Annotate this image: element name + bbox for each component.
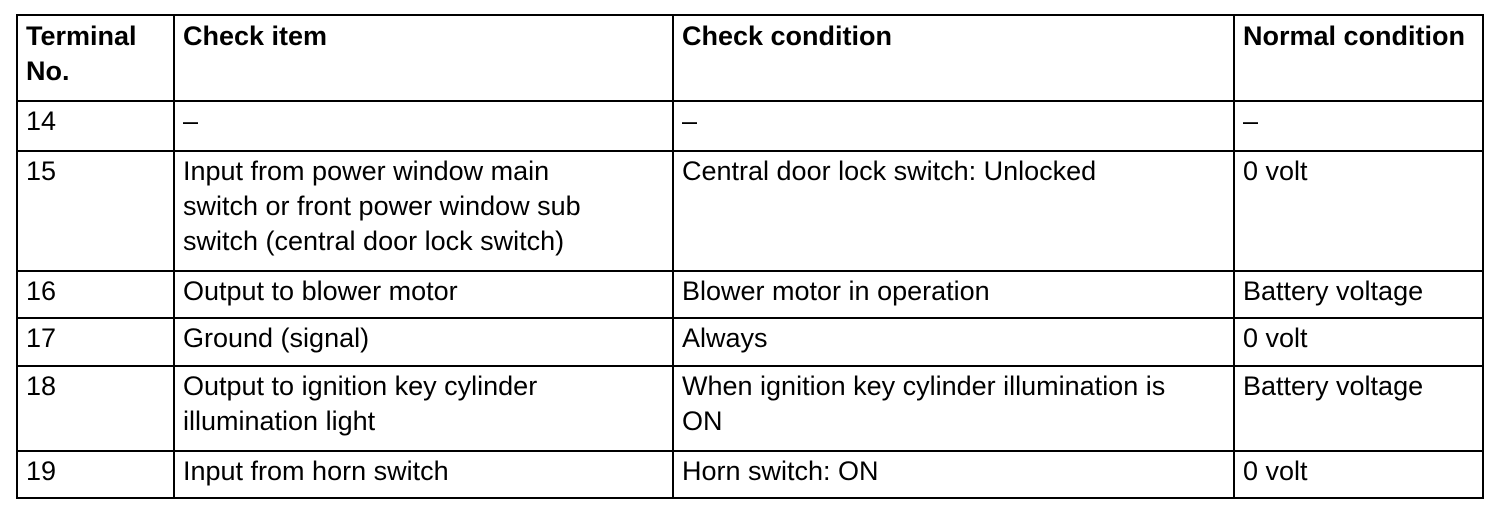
check-item-line: Output to ignition key cylinder: [183, 371, 538, 401]
normal-condition-cell: 0 volt: [1234, 451, 1483, 498]
header-terminal-no: [17, 15, 174, 101]
normal-condition-cell: 0 volt: [1234, 151, 1483, 271]
normal-condition-cell: Battery voltage: [1234, 271, 1483, 318]
check-condition-line: –: [682, 106, 698, 136]
terminal-cell: 19: [17, 451, 174, 498]
check-condition-cell: [673, 366, 1234, 451]
check-item-cell: [174, 366, 673, 451]
table-header-row: [17, 15, 1483, 101]
table-row: [17, 451, 1483, 498]
header-check-condition: [673, 15, 1234, 101]
check-item-cell: [174, 318, 673, 366]
terminal-cell: 18: [17, 366, 174, 451]
check-item-cell: [174, 451, 673, 498]
header-normal-condition: [1234, 15, 1483, 101]
terminal-check-table: [16, 14, 1484, 499]
check-item-cell: [174, 151, 673, 271]
header-terminal-no-line: No.: [26, 56, 70, 86]
terminal-cell: 17: [17, 318, 174, 366]
header-check-item-line: Check item: [183, 21, 328, 51]
normal-condition-cell: –: [1234, 101, 1483, 151]
check-condition-cell: [673, 101, 1234, 151]
terminal-cell: 14: [17, 101, 174, 151]
check-item-line: switch (central door lock switch): [183, 226, 565, 256]
normal-condition-cell: Battery voltage: [1234, 366, 1483, 451]
check-item-cell: [174, 271, 673, 318]
check-condition-line: ON: [682, 406, 723, 436]
header-normal-condition-line: Normal: [1243, 21, 1337, 51]
table-row: [17, 318, 1483, 366]
check-condition-cell: [673, 451, 1234, 498]
check-condition-line: When ignition key cylinder illumination is: [682, 371, 1166, 401]
terminal-cell: 16: [17, 271, 174, 318]
table-row: [17, 151, 1483, 271]
check-condition-line: Blower motor in operation: [682, 276, 990, 306]
check-condition-line: Horn switch: ON: [682, 456, 879, 486]
table-row: [17, 366, 1483, 451]
check-condition-cell: [673, 151, 1234, 271]
terminal-cell: 15: [17, 151, 174, 271]
normal-condition-cell: 0 volt: [1234, 318, 1483, 366]
table-row: [17, 101, 1483, 151]
check-condition-cell: [673, 271, 1234, 318]
check-condition-line: Always: [682, 323, 768, 353]
check-item-line: –: [183, 106, 199, 136]
check-condition-cell: [673, 318, 1234, 366]
check-item-cell: [174, 101, 673, 151]
header-terminal-no-line: Terminal: [26, 21, 137, 51]
header-check-item: [174, 15, 673, 101]
header-normal-condition-line: condition: [1343, 21, 1466, 51]
check-item-line: Input from power window main: [183, 156, 550, 186]
check-condition-line: Central door lock switch: Unlocked: [682, 156, 1097, 186]
check-item-line: switch or front power window sub: [183, 191, 581, 221]
check-item-line: Output to blower motor: [183, 276, 458, 306]
table-row: [17, 271, 1483, 318]
check-item-line: Input from horn switch: [183, 456, 449, 486]
header-check-condition-line: Check condition: [682, 21, 893, 51]
check-item-line: illumination light: [183, 406, 376, 436]
check-item-line: Ground (signal): [183, 323, 370, 353]
